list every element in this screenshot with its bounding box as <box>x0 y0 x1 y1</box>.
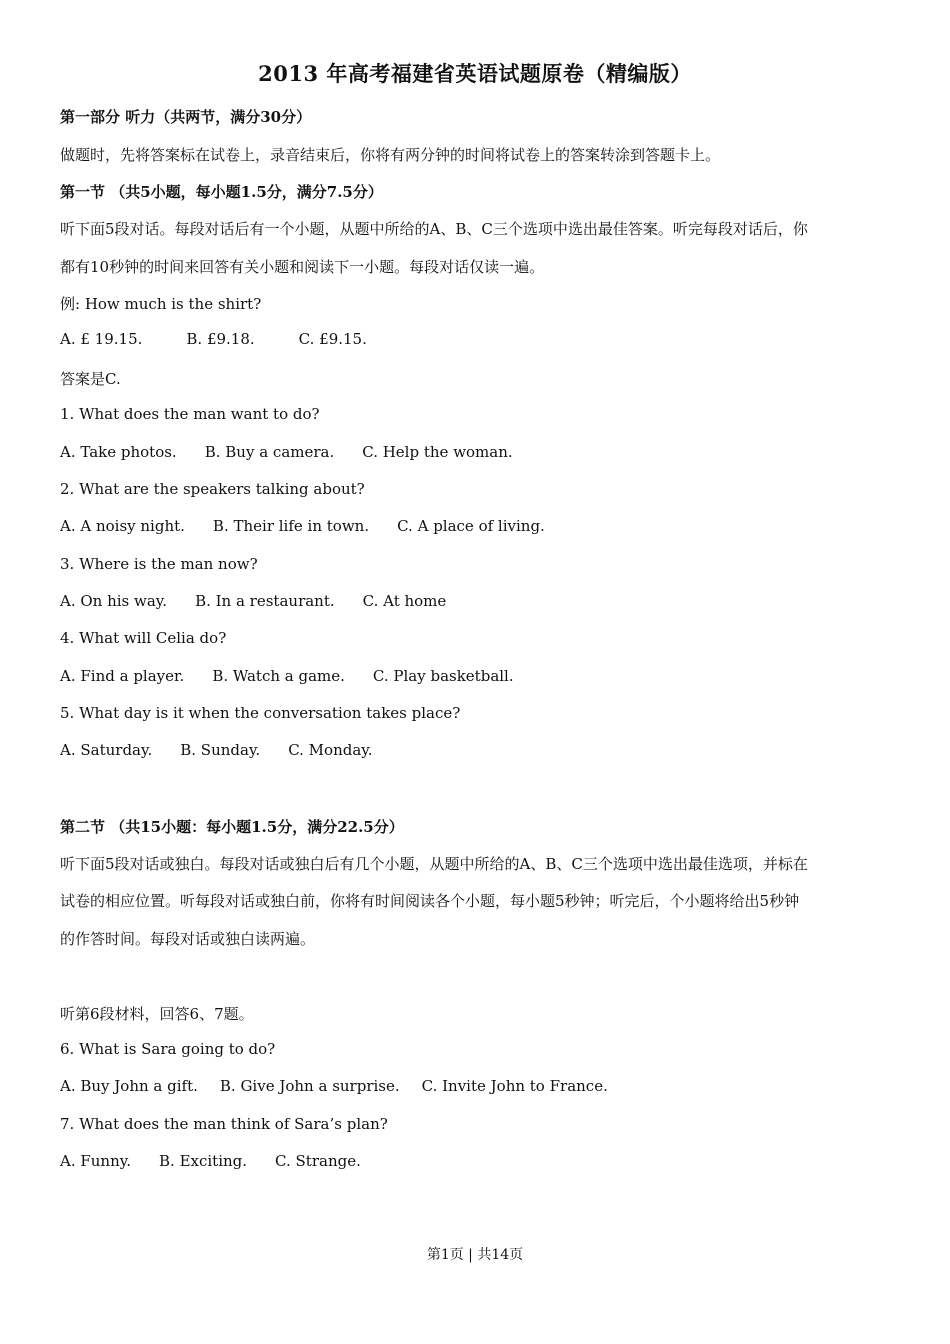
q3-option-c: C. At home <box>362 592 447 610</box>
question-1: 1. What does the man want to do? <box>60 405 320 423</box>
q1-option-b: B. Buy a camera. <box>204 443 335 461</box>
q6-option-c: C. Invite John to France. <box>421 1077 608 1095</box>
page-title: 2013 年高考福建省英语试题原卷（精编版） <box>258 61 692 86</box>
q6-option-a: A. Buy John a gift. <box>60 1077 198 1095</box>
example-option-c: C. £9.15. <box>298 330 367 348</box>
question-1-options <box>60 443 900 461</box>
section2-instruction-line2: 试卷的相应位置。听每段对话或独白前，你将有时间阅读各个小题，每小题5秒钟；听完后，个小题将给出5秒钟 <box>60 892 800 910</box>
q3-option-b: B. In a restaurant. <box>195 592 335 610</box>
section2-instruction-line3: 的作答时间。每段对话或独白读两遍。 <box>60 930 316 948</box>
q4-option-a: A. Find a player. <box>60 667 185 685</box>
page-footer: 第1页 | 共14页 <box>426 1247 524 1263</box>
example-option-b: B. £9.18. <box>186 330 255 348</box>
question-3: 3. Where is the man now? <box>60 555 258 573</box>
q2-option-a: A. A noisy night. <box>60 517 185 535</box>
example-answer: 答案是C. <box>60 370 121 388</box>
question-6-options <box>60 1077 900 1095</box>
example-options <box>60 330 900 348</box>
q1-option-c: C. Help the woman. <box>362 443 513 461</box>
question-2: 2. What are the speakers talking about? <box>60 480 365 498</box>
question-7: 7. What does the man think of Sara’s plan? <box>60 1115 388 1133</box>
q1-option-a: A. Take photos. <box>60 443 177 461</box>
example-question: 例: How much is the shirt? <box>60 295 262 313</box>
q5-option-b: B. Sunday. <box>180 741 261 759</box>
question-4-options <box>60 667 900 685</box>
q7-option-c: C. Strange. <box>275 1152 361 1170</box>
section1-instruction-line2: 都有10秒钟的时间来回答有关小题和阅读下一小题。每段对话仅读一遍。 <box>60 258 545 276</box>
section2-heading: 第二节 （共15小题：每小题1.5分，满分22.5分） <box>60 818 404 836</box>
material-6-note: 听第6段材料，回答6、7题。 <box>60 1005 254 1023</box>
q7-option-a: A. Funny. <box>60 1152 132 1170</box>
q4-option-c: C. Play basketball. <box>372 667 514 685</box>
question-2-options <box>60 517 900 535</box>
question-4: 4. What will Celia do? <box>60 629 227 647</box>
q3-option-a: A. On his way. <box>60 592 168 610</box>
question-5: 5. What day is it when the conversation takes place? <box>60 704 461 722</box>
part1-heading: 第一部分 听力（共两节，满分30分） <box>60 108 312 126</box>
q5-option-a: A. Saturday. <box>60 741 153 759</box>
q6-option-b: B. Give John a surprise. <box>219 1077 400 1095</box>
q5-option-c: C. Monday. <box>288 741 373 759</box>
q7-option-b: B. Exciting. <box>159 1152 248 1170</box>
q4-option-b: B. Watch a game. <box>212 667 345 685</box>
question-5-options <box>60 741 900 759</box>
part1-instruction: 做题时，先将答案标在试卷上，录音结束后，你将有两分钟的时间将试卷上的答案转涂到答题卡上。 <box>60 146 721 164</box>
q2-option-c: C. A place of living. <box>397 517 545 535</box>
question-6: 6. What is Sara going to do? <box>60 1040 276 1058</box>
section2-instruction-line1: 听下面5段对话或独白。每段对话或独白后有几个小题，从题中所给的A、B、C三个选项中选出最佳选项，并标在 <box>60 855 808 873</box>
question-3-options <box>60 592 900 610</box>
example-option-a: A. £ 19.15. <box>60 330 143 348</box>
question-7-options <box>60 1152 900 1170</box>
q2-option-b: B. Their life in town. <box>212 517 370 535</box>
section1-heading: 第一节 （共5小题，每小题1.5分，满分7.5分） <box>60 183 383 201</box>
section1-instruction-line1: 听下面5段对话。每段对话后有一个小题，从题中所给的A、B、C三个选项中选出最佳答案。听完每段对话后，你 <box>60 220 808 238</box>
